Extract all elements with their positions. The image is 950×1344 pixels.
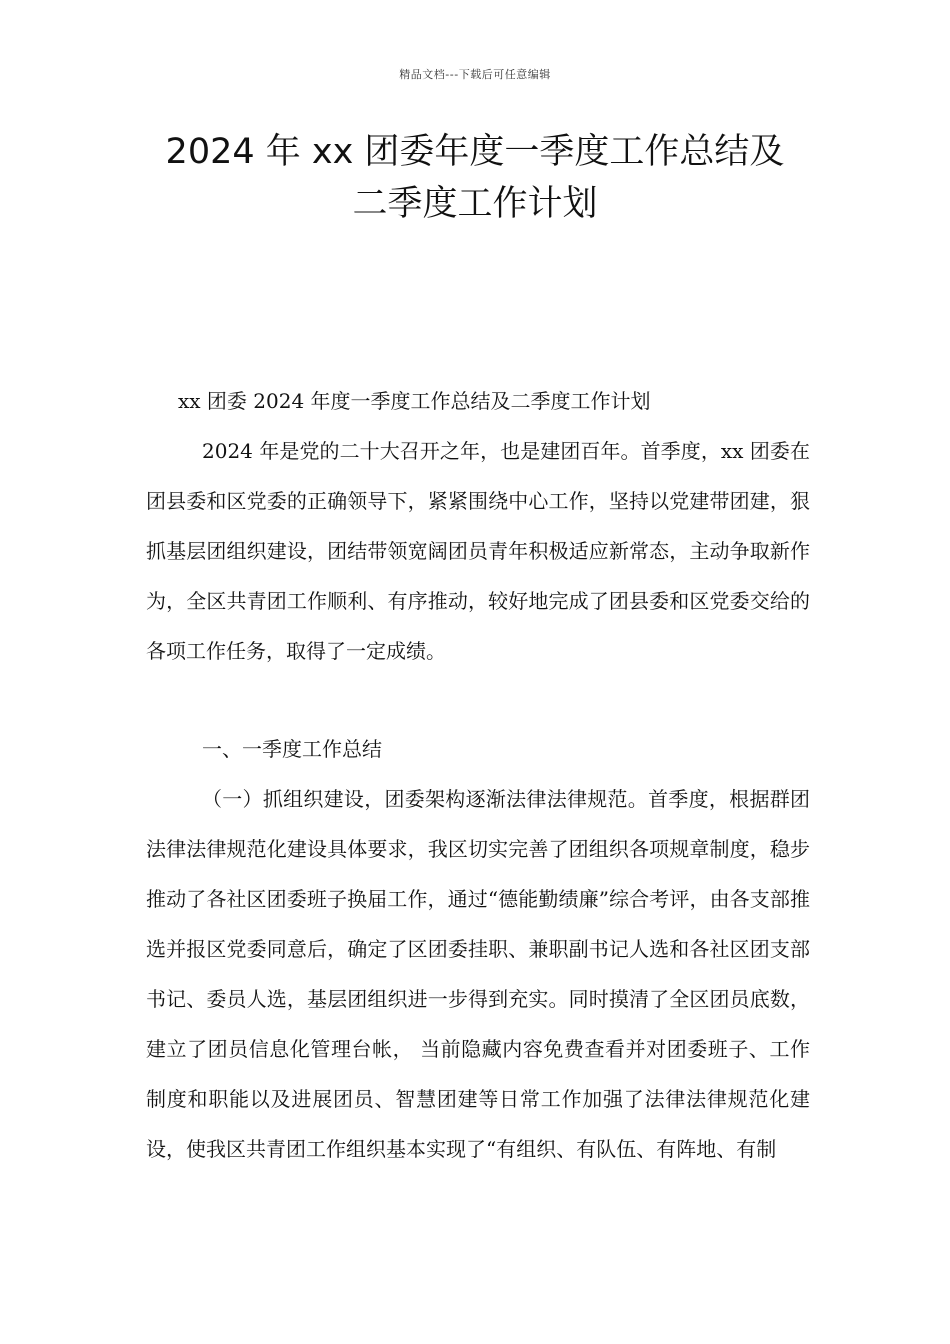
document-title-line-1: 2024 年 xx 团委年度一季度工作总结及 — [165, 132, 785, 172]
intro-paragraph: 2024 年是党的二十大召开之年，也是建团百年。首季度，xx 团委在团县委和区党委的正确领导下，紧紧围绕中心工作，坚持以党建带团建，狠抓基层团组织建设，团结带领宽阔团员青年积极适应新常态，主动争取新作为，全区共青团工作顺利、有序推动，较好地完成了团县委和区党委交给的各项工作任务，取得了一定成绩。 — [146, 439, 810, 663]
section-1-paragraph-1: （一）抓组织建设，团委架构逐渐法律法律规范。首季度，根据群团法律法律规范化建设具体要求，我区切实完善了团组织各项规章制度，稳步推动了各社区团委班子换届工作，通过“德能勤绩廉”综合考评，由各支部推选并报区党委同意后，确定了区团委挂职、兼职副书记人选和各社区团支部书记、委员人选，基层团组织进一步得到充实。同时摸清了全区团员底数，建立了团员信息化管理台帐， 当前隐藏内容免费查看并对团委班子、工作制度和职能以及进展团员、智慧团建等日常工作加强了法律法律规范化建设，使我区共青团工作组织基本实现了“有组织、有队伍、有阵地、有制 — [146, 787, 810, 1161]
section-heading-1: 一、一季度工作总结 — [202, 737, 382, 761]
document-title — [120, 126, 830, 230]
document-title-line-2: 二季度工作计划 — [352, 184, 598, 224]
document-subtitle: xx 团委 2024 年度一季度工作总结及二季度工作计划 — [178, 389, 651, 413]
header-note: 精品文档---下载后可任意编辑 — [399, 68, 551, 81]
